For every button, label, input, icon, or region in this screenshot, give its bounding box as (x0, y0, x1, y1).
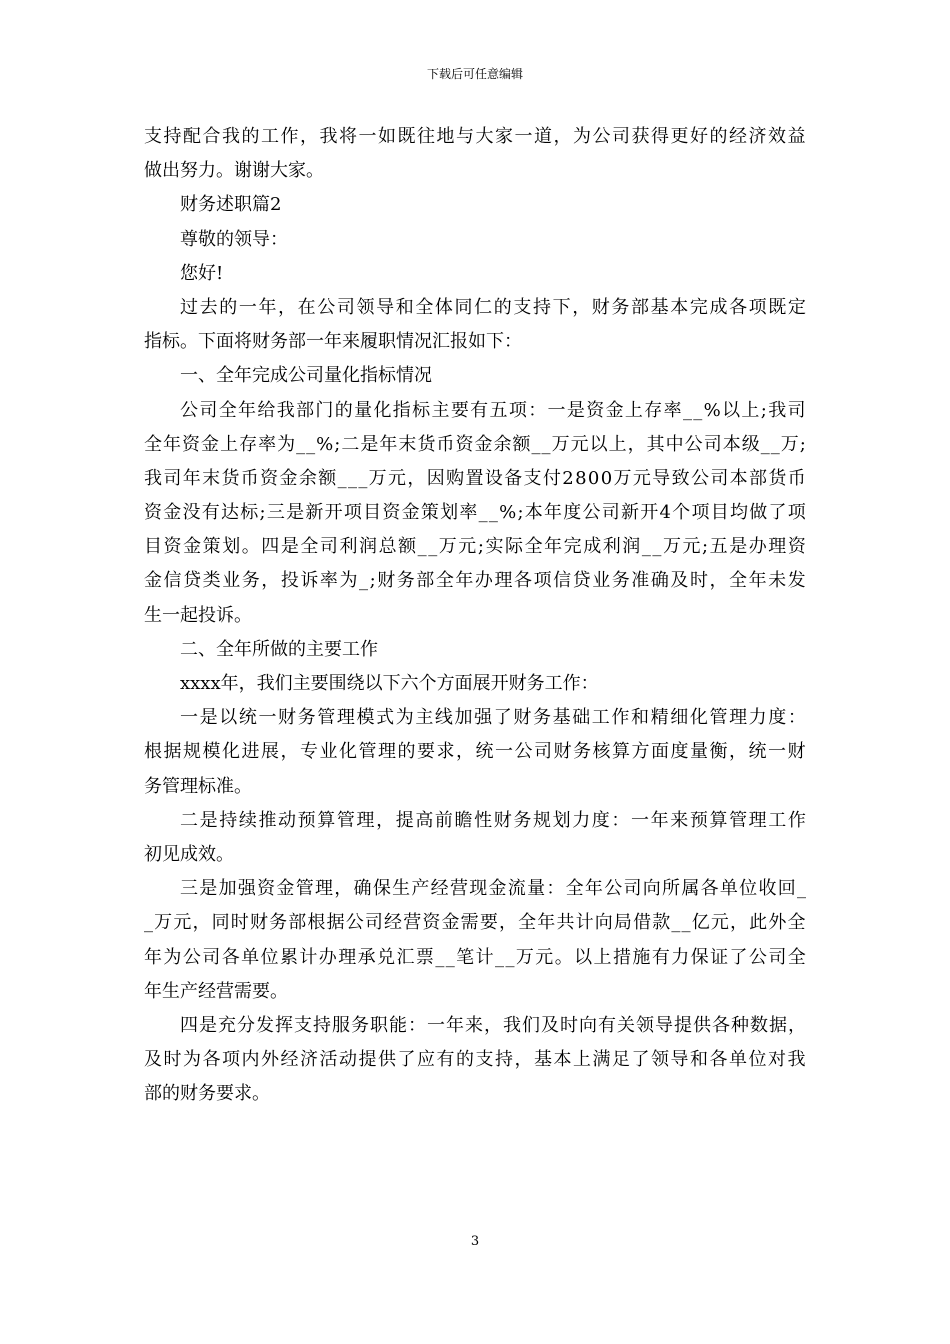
paragraph-line: 初见成效。 (144, 843, 234, 865)
paragraph-line: 务管理标准。 (144, 775, 252, 797)
paragraph-line: 目 资 金 策 划 。 四 是 全 司 利 润 总 额 _ _ 万 元 ; 实 际 全 年 完 成 利 润 _ _ 万 元 ; 五 是 办 理 资 (144, 536, 806, 558)
paragraph-line: 一 是 以 统 一 财 务 管 理 模 式 为 主 线 加 强 了 财 务 基 础 工 作 和 精 细 化 管 理 力 度 ： (180, 707, 806, 729)
paragraph-line: 过 去 的 一 年 ， 在 公 司 领 导 和 全 体 同 仁 的 支 持 下 ， 财 务 部 基 本 完 成 各 项 既 定 (180, 296, 806, 318)
paragraph-line: 根 据 规 模 化 进 展 ， 专 业 化 管 理 的 要 求 ， 统 一 公 司 财 务 核 算 方 面 度 量 衡 ， 统 一 财 (144, 741, 806, 763)
paragraph-line: 二、全年所做的主要工作 (180, 638, 378, 660)
paragraph-line: 一、全年完成公司量化指标情况 (180, 365, 432, 387)
paragraph-line: 二 是 持 续 推 动 预 算 管 理 ， 提 高 前 瞻 性 财 务 规 划 力 度 ： 一 年 来 预 算 管 理 工 作 (180, 809, 806, 831)
paragraph-line: 做出努力。谢谢大家。 (144, 160, 324, 182)
paragraph-line: 生一起投诉。 (144, 604, 252, 626)
paragraph-line: 四 是 充 分 发 挥 支 持 服 务 职 能 ： 一 年 来 ， 我 们 及 时 向 有 关 领 导 提 供 各 种 数 据 ， (180, 1014, 806, 1036)
paragraph-line: 年 为 公 司 各 单 位 累 计 办 理 承 兑 汇 票 _ _ 笔 计 _ _ 万 元 。 以 上 措 施 有 力 保 证 了 公 司 全 (144, 946, 806, 968)
paragraph-line: 支 持 配 合 我 的 工 作 ， 我 将 一 如 既 往 地 与 大 家 一 道 ， 为 公 司 获 得 更 好 的 经 济 效 益 (144, 126, 806, 147)
paragraph-line: 我 司 年 末 货 币 资 金 余 额 _ _ _ 万 元 ， 因 购 置 设 备 支 付 2 8 0 0 万 元 导 致 公 司 本 部 货 币 (144, 467, 806, 489)
page-number: 3 (470, 1234, 480, 1249)
paragraph-line: 指标。下面将财务部一年来履职情况汇报如下： (144, 331, 522, 353)
paragraph-line: 资 金 没 有 达 标 ; 三 是 新 开 项 目 资 金 策 划 率 _ _ % ; 本 年 度 公 司 新 开 4 个 项 目 均 做 了 项 (144, 502, 806, 524)
page-footer (0, 1234, 950, 1250)
paragraph-line: 尊敬的领导： (180, 228, 288, 250)
paragraph-line: 您好! (180, 262, 224, 284)
paragraph-line: 年生产经营需要。 (144, 980, 288, 1002)
paragraph-line: 三 是 加 强 资 金 管 理 ， 确 保 生 产 经 营 现 金 流 量 ： 全 年 公 司 向 所 属 各 单 位 收 回 _ (180, 878, 806, 900)
paragraph-line: xxxx年，我们主要围绕以下六个方面展开财务工作： (180, 673, 599, 694)
paragraph-line: 公 司 全 年 给 我 部 门 的 量 化 指 标 主 要 有 五 项 ： 一 是 资 金 上 存 率 _ _ % 以 上 ; 我 司 (180, 399, 806, 421)
paragraph-line: 金 信 贷 类 业 务 ， 投 诉 率 为 _ ; 财 务 部 全 年 办 理 各 项 信 贷 业 务 准 确 及 时 ， 全 年 未 发 (144, 570, 806, 592)
document-body (144, 120, 806, 1111)
page-header (0, 66, 950, 82)
header-text: 下载后可任意编辑 (426, 67, 523, 81)
paragraph-line: _ 万 元 ， 同 时 财 务 部 根 据 公 司 经 营 资 金 需 要 ， 全 年 共 计 向 局 借 款 _ _ 亿 元 ， 此 外 全 (144, 912, 806, 934)
paragraph-line: 部的财务要求。 (144, 1083, 270, 1105)
paragraph-line: 全 年 资 金 上 存 率 为 _ _ % ; 二 是 年 末 货 币 资 金 余 额 _ _ 万 元 以 上 ， 其 中 公 司 本 级 _ _ 万 ; (144, 433, 806, 455)
paragraph-line: 财务述职篇2 (180, 194, 282, 216)
paragraph-line: 及 时 为 各 项 内 外 经 济 活 动 提 供 了 应 有 的 支 持 ， 基 本 上 满 足 了 领 导 和 各 单 位 对 我 (144, 1049, 806, 1071)
